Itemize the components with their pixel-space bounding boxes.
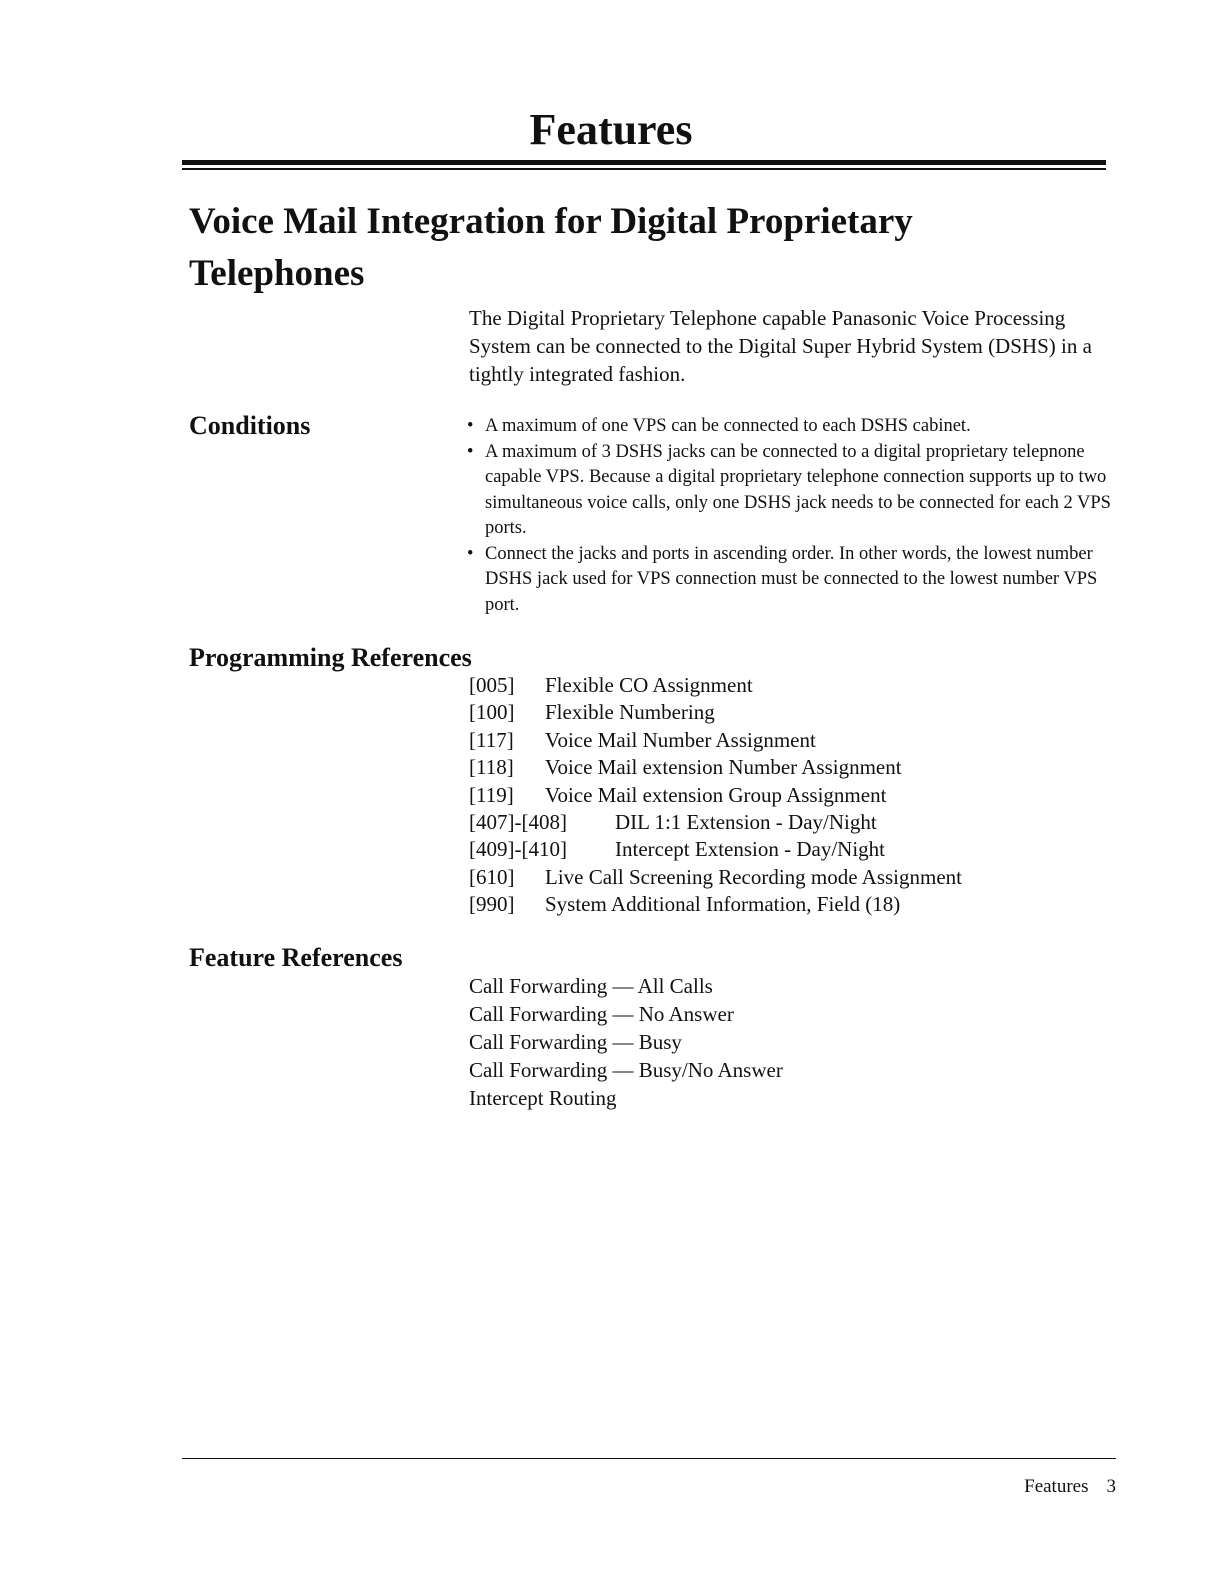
program-name: Flexible Numbering [545, 700, 715, 725]
list-item [469, 782, 1109, 809]
footer-rule [182, 1458, 1116, 1459]
program-code: [005] [469, 673, 515, 697]
list-item [469, 699, 1109, 726]
program-name: Voice Mail extension Group Assignment [545, 782, 887, 807]
list-item [469, 809, 1109, 836]
list-item [469, 864, 1109, 891]
program-name: System Additional Information, Field (18) [545, 892, 901, 917]
condition-text: A maximum of one VPS can be connected to each DSHS cabinet. [485, 416, 971, 436]
program-name: Live Call Screening Recording mode Assignment [545, 864, 963, 889]
bullet-icon: • [467, 543, 474, 564]
list-item [469, 727, 1109, 754]
list-item: Call Forwarding — No Answer [469, 1002, 734, 1026]
bullet-icon: • [467, 416, 474, 436]
intro-paragraph: The Digital Proprietary Telephone capable Panasonic Voice Processing System can be connected to the Digital Super Hybrid System (DSHS) in a tightly integrated fashion. [469, 306, 1092, 386]
program-code: [990] [469, 892, 515, 917]
program-name: Intercept Extension - Day/Night [615, 837, 886, 862]
program-code: [117] [469, 727, 514, 752]
program-code: [118] [469, 755, 514, 780]
list-item [469, 754, 1109, 781]
list-item [469, 836, 1109, 863]
program-code: [100] [469, 700, 515, 725]
list-item [467, 440, 1117, 542]
program-code: [610] [469, 864, 515, 889]
header-title: Features [529, 105, 693, 154]
programming-references-heading: Programming References [189, 643, 472, 672]
feature-references-heading: Feature References [189, 943, 403, 972]
condition-text: A maximum of 3 DSHS jacks can be connected to a digital proprietary telepnone capable VPS. Because a digital proprietary telephone connection supports up to two simultaneous voice calls, only one DSHS jack needs to be connected for each 2 VPS ports. [485, 441, 1111, 538]
program-code: [409]-[410] [469, 837, 567, 862]
header-rule-thin [182, 168, 1106, 170]
page-number: 3 [1106, 1476, 1116, 1497]
header-rule-thick [182, 160, 1106, 165]
list-item [467, 542, 1117, 619]
list-item [469, 672, 1109, 699]
program-name: DIL 1:1 Extension - Day/Night [615, 810, 877, 835]
feature-references-list [469, 972, 1109, 1112]
list-item [469, 891, 1109, 918]
page-title: Voice Mail Integration for Digital Proprietary Telephones [189, 201, 913, 294]
programming-references-list [469, 672, 1109, 919]
list-item: Call Forwarding — Busy/No Answer [469, 1058, 783, 1082]
list-item [467, 414, 1117, 440]
program-name: Voice Mail extension Number Assignment [545, 755, 902, 780]
list-item: Intercept Routing [469, 1086, 617, 1110]
list-item: Call Forwarding — All Calls [469, 974, 713, 998]
conditions-heading: Conditions [189, 411, 311, 440]
program-code: [119] [469, 782, 514, 807]
condition-text: Connect the jacks and ports in ascending order. In other words, the lowest number DSHS jack used for VPS connection must be connected to the lowest number VPS port. [485, 543, 1098, 615]
footer-section: Features [1024, 1476, 1089, 1497]
program-name: Voice Mail Number Assignment [545, 727, 816, 752]
bullet-icon: • [467, 441, 474, 462]
conditions-list [467, 414, 1117, 618]
page-footer [900, 1474, 1116, 1500]
program-code: [407]-[408] [469, 810, 567, 835]
list-item: Call Forwarding — Busy [469, 1030, 682, 1054]
program-name: Flexible CO Assignment [545, 673, 753, 697]
